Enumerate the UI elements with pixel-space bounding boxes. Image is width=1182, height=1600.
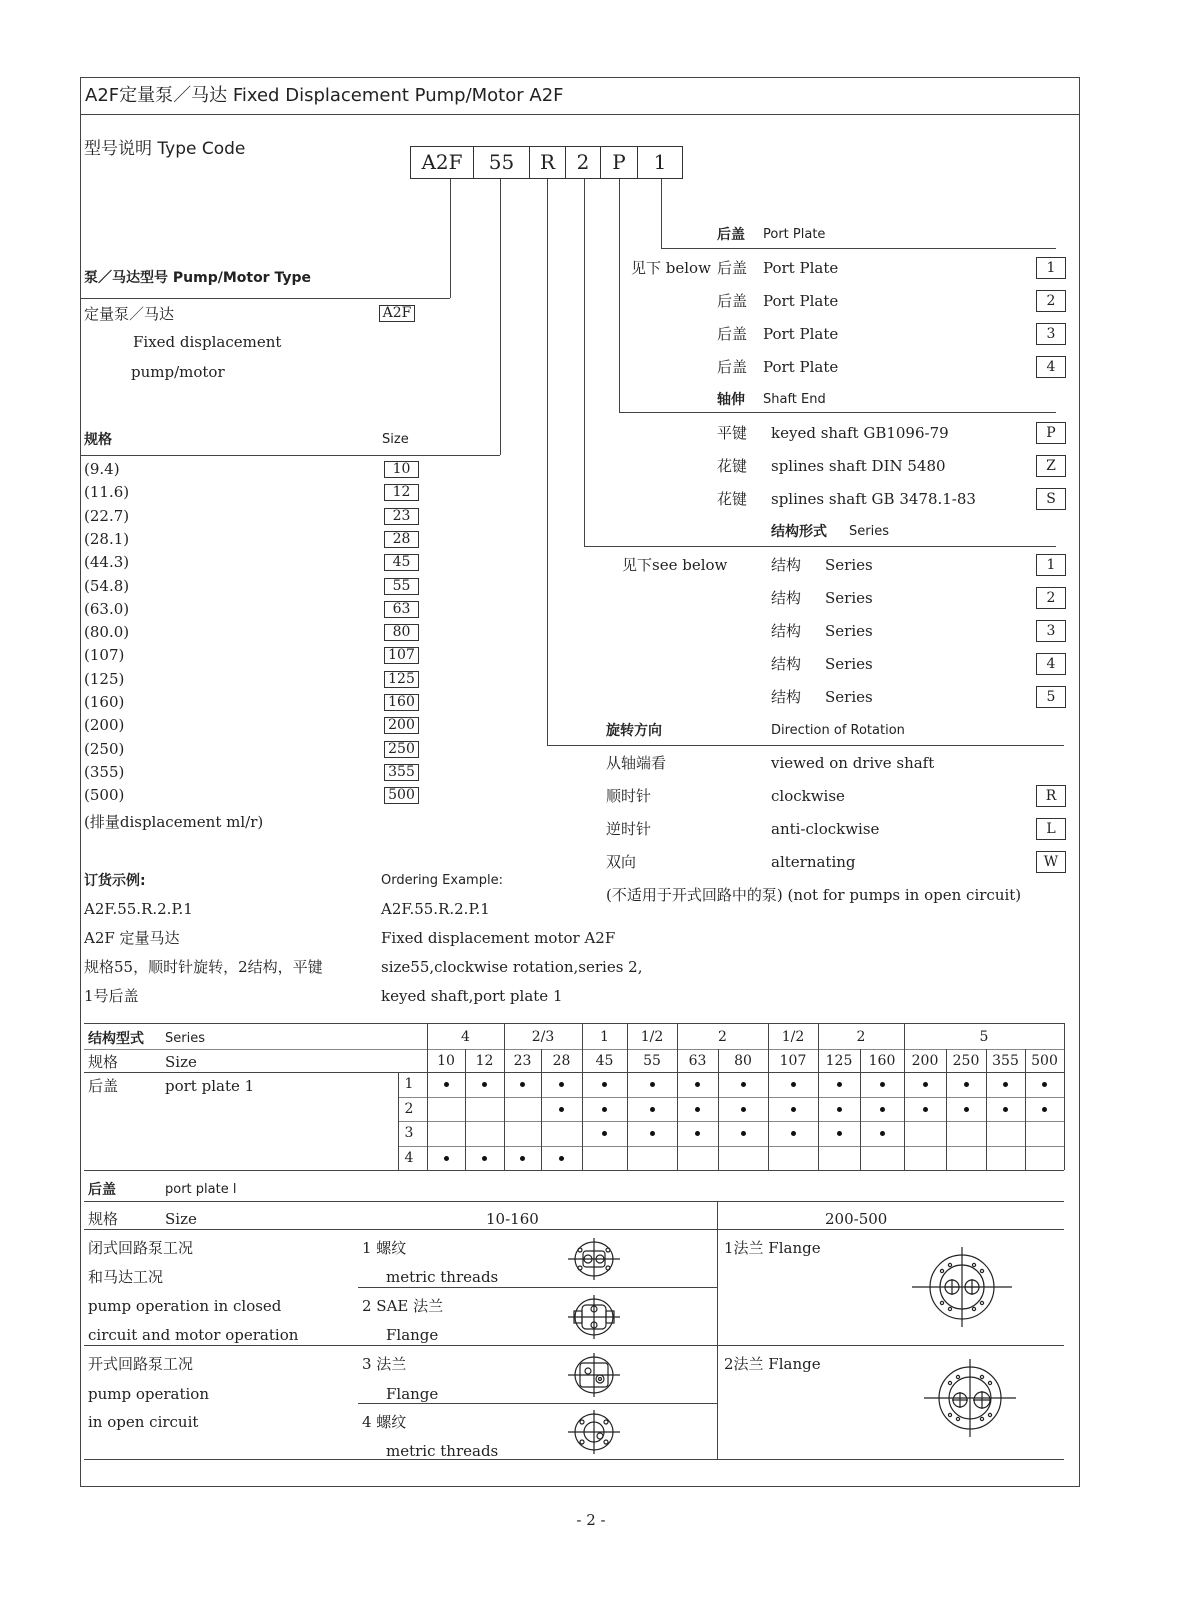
size-displacement: (160) (84, 693, 125, 711)
series-heading-cn: 结构形式 (771, 524, 827, 540)
series-item-cn: 结构 (771, 688, 802, 706)
large-port-plate-1-drawing (910, 1245, 1014, 1329)
matrix-size-col: 200 (911, 1053, 939, 1069)
port-plate-heading-cn: 后盖 (717, 227, 745, 243)
matrix-plate-en: port plate 1 (165, 1077, 255, 1095)
small-plate-sub: Flange (386, 1326, 439, 1344)
size-displacement: (80.0) (84, 623, 130, 642)
rotation-code-box: R (1036, 785, 1066, 807)
type-code-cell-plate: 1 (637, 146, 683, 179)
order-cn-line: 1号后盖 (84, 987, 139, 1005)
order-cn-line: A2F 定量马达 (84, 929, 180, 947)
shaft-code-box: S (1036, 488, 1066, 510)
rotation-note: (不适用于开式回路中的泵) (not for pumps in open circuit) (606, 886, 1022, 904)
matrix-series-group: 1/2 (781, 1029, 805, 1045)
series-heading-en: Series (849, 524, 889, 539)
matrix-size-col: 160 (868, 1053, 896, 1069)
order-en-line: keyed shaft,port plate 1 (381, 987, 563, 1005)
series-item-en: Series (825, 655, 873, 673)
matrix-availability-dot (1042, 1082, 1047, 1087)
matrix-availability-dot (923, 1082, 928, 1087)
order-heading-en: Ordering Example: (381, 873, 503, 888)
shaft-heading-cn: 轴伸 (717, 392, 745, 408)
size-displacement: (11.6) (84, 483, 130, 502)
matrix-availability-dot (964, 1082, 969, 1087)
large-plate-label: 2法兰 Flange (724, 1355, 821, 1373)
small-plate-label: 3 法兰 (362, 1355, 407, 1373)
size-code-box: 10 (384, 461, 419, 478)
type-code-cell-shaft: P (600, 146, 638, 179)
size-displacement: (28.1) (84, 529, 130, 548)
port-plate-code-box: 1 (1036, 257, 1066, 279)
pump-type-heading: 泵／马达型号 Pump/Motor Type (84, 270, 311, 286)
shaft-item-cn: 花键 (717, 457, 748, 475)
matrix-series-group: 1 (600, 1029, 609, 1045)
size-displacement: (9.4) (84, 460, 120, 478)
plates-range-large: 200-500 (825, 1210, 888, 1228)
matrix-series-en: Series (165, 1031, 205, 1046)
pump-type-line2: Fixed displacement (133, 333, 282, 351)
rotation-code-box: L (1036, 818, 1066, 840)
open-circuit-line: pump operation (88, 1385, 209, 1403)
rotation-heading-cn: 旋转方向 (606, 723, 662, 739)
size-code-box: 63 (384, 601, 419, 618)
size-code-box: 125 (384, 671, 419, 688)
series-item-cn: 结构 (771, 655, 802, 673)
matrix-availability-dot (923, 1107, 928, 1112)
order-cn-line: 规格55，顺时针旋转，2结构，平键 (84, 958, 323, 976)
size-code-box: 500 (384, 787, 419, 804)
plates-heading-cn: 后盖 (88, 1182, 116, 1198)
matrix-availability-dot (482, 1156, 487, 1161)
matrix-availability-dot (1003, 1107, 1008, 1112)
size-displacement: (200) (84, 716, 125, 735)
series-item-en: Series (825, 622, 873, 640)
port-plate-4-drawing (566, 1408, 622, 1456)
small-plate-label: 4 螺纹 (362, 1413, 407, 1431)
open-circuit-line: in open circuit (88, 1413, 199, 1431)
series-code-box: 2 (1036, 587, 1066, 609)
matrix-size-col: 107 (779, 1053, 807, 1069)
shaft-item-en: splines shaft DIN 5480 (771, 457, 946, 475)
matrix-plate-row: 2 (404, 1101, 414, 1117)
rotation-item-cn: 逆时针 (606, 820, 652, 838)
size-displacement: (63.0) (84, 599, 130, 618)
matrix-availability-dot (695, 1082, 700, 1087)
port-plate-item-cn: 后盖 (717, 325, 748, 343)
size-code-box: 250 (384, 741, 419, 758)
matrix-series-cn: 结构型式 (88, 1031, 144, 1047)
matrix-plate-cn: 后盖 (88, 1077, 119, 1095)
matrix-size-col: 28 (552, 1053, 571, 1069)
matrix-size-col: 45 (595, 1053, 614, 1069)
shaft-heading-en: Shaft End (763, 392, 826, 407)
matrix-series-group: 2/3 (531, 1029, 555, 1045)
pump-type-line3: pump/motor (131, 363, 225, 381)
type-code-cell-a2f: A2F (410, 146, 474, 179)
type-code-cell-rotation: R (529, 146, 566, 179)
matrix-availability-dot (695, 1107, 700, 1112)
type-code-label: 型号说明 Type Code (84, 139, 246, 159)
plates-heading-en: port plate l (165, 1182, 237, 1197)
matrix-availability-dot (741, 1082, 746, 1087)
matrix-availability-dot (791, 1082, 796, 1087)
size-displacement: (107) (84, 646, 125, 665)
rotation-item-cn: 双向 (606, 853, 637, 871)
pump-type-line1: 定量泵／马达 (84, 305, 175, 323)
matrix-availability-dot (1003, 1082, 1008, 1087)
port-plate-item-cn: 后盖 (717, 259, 748, 277)
port-plate-item-cn: 后盖 (717, 358, 748, 376)
size-note: (排量displacement ml/r) (84, 813, 264, 831)
matrix-availability-dot (559, 1082, 564, 1087)
rotation-item-en: anti-clockwise (771, 820, 880, 838)
plates-range-small: 10-160 (486, 1210, 539, 1228)
port-plate-see-below: 见下 below (631, 259, 711, 277)
matrix-availability-dot (602, 1107, 607, 1112)
size-code-box: 55 (384, 578, 419, 595)
pump-type-code-box: A2F (379, 305, 415, 322)
series-code-box: 4 (1036, 653, 1066, 675)
type-code-cell-size: 55 (473, 146, 530, 179)
matrix-series-group: 2 (856, 1029, 866, 1045)
matrix-series-group: 1/2 (640, 1029, 664, 1045)
matrix-availability-dot (602, 1082, 607, 1087)
small-plate-sub: metric threads (386, 1442, 499, 1460)
size-displacement: (54.8) (84, 576, 130, 595)
matrix-availability-dot (791, 1131, 796, 1136)
port-plate-item-cn: 后盖 (717, 292, 748, 310)
size-displacement: (44.3) (84, 553, 130, 572)
small-plate-sub: Flange (386, 1385, 439, 1403)
size-code-box: 107 (384, 647, 419, 664)
order-cn-line: A2F.55.R.2.P.1 (84, 900, 193, 918)
matrix-availability-dot (837, 1107, 842, 1112)
series-code-box: 1 (1036, 554, 1066, 576)
large-port-plate-2-drawing (922, 1357, 1018, 1439)
matrix-plate-row: 3 (404, 1125, 414, 1141)
rotation-item-en: clockwise (771, 787, 845, 805)
matrix-availability-dot (1042, 1107, 1047, 1112)
series-item-en: Series (825, 556, 873, 574)
matrix-size-col: 23 (513, 1053, 532, 1069)
shaft-item-cn: 花键 (717, 490, 748, 508)
matrix-availability-dot (559, 1107, 564, 1112)
shaft-item-en: keyed shaft GB1096-79 (771, 424, 949, 442)
shaft-item-en: splines shaft GB 3478.1-83 (771, 490, 976, 508)
matrix-size-col: 500 (1031, 1053, 1058, 1069)
matrix-availability-dot (791, 1107, 796, 1112)
port-plate-code-box: 4 (1036, 356, 1066, 378)
shaft-code-box: Z (1036, 455, 1066, 477)
size-code-box: 80 (384, 624, 419, 641)
port-plate-heading-en: Port Plate (763, 227, 826, 242)
order-en-line: A2F.55.R.2.P.1 (381, 900, 490, 918)
port-plate-2-drawing (566, 1293, 622, 1341)
closed-circuit-line: circuit and motor operation (88, 1326, 299, 1344)
matrix-availability-dot (837, 1082, 842, 1087)
rotation-viewed-cn: 从轴端看 (606, 754, 667, 772)
matrix-availability-dot (695, 1131, 700, 1136)
matrix-availability-dot (964, 1107, 969, 1112)
matrix-availability-dot (650, 1131, 655, 1136)
page-number: - 2 - (576, 1511, 606, 1529)
closed-circuit-line: 闭式回路泵工况 (88, 1239, 194, 1257)
matrix-size-col: 80 (734, 1053, 752, 1069)
matrix-availability-dot (650, 1082, 655, 1087)
matrix-size-col: 63 (688, 1053, 707, 1069)
matrix-availability-dot (741, 1131, 746, 1136)
matrix-availability-dot (482, 1082, 487, 1087)
size-code-box: 28 (384, 531, 419, 548)
small-plate-label: 2 SAE 法兰 (362, 1297, 444, 1315)
series-item-en: Series (825, 589, 873, 607)
type-code-cell-series: 2 (565, 146, 601, 179)
rotation-viewed-en: viewed on drive shaft (771, 754, 935, 772)
port-plate-1-drawing (566, 1236, 622, 1282)
series-item-cn: 结构 (771, 556, 802, 574)
size-code-box: 12 (384, 484, 419, 501)
size-code-box: 23 (384, 508, 419, 525)
size-displacement: (500) (84, 786, 125, 805)
port-plate-3-drawing (566, 1351, 622, 1399)
matrix-availability-dot (559, 1156, 564, 1161)
order-en-line: Fixed displacement motor A2F (381, 929, 616, 947)
matrix-series-group: 5 (979, 1029, 989, 1045)
size-heading-cn: 规格 (84, 432, 112, 448)
matrix-plate-row: 4 (404, 1150, 414, 1166)
matrix-availability-dot (880, 1107, 885, 1112)
small-plate-sub: metric threads (386, 1268, 499, 1286)
open-circuit-line: 开式回路泵工况 (88, 1355, 194, 1373)
closed-circuit-line: pump operation in closed (88, 1297, 282, 1315)
plates-size-cn: 规格 (88, 1210, 119, 1228)
shaft-item-cn: 平键 (717, 424, 748, 442)
large-plate-label: 1法兰 Flange (724, 1239, 821, 1257)
matrix-size-cn: 规格 (88, 1053, 119, 1071)
port-plate-item-en: Port Plate (763, 325, 839, 343)
port-plate-item-en: Port Plate (763, 358, 839, 376)
matrix-availability-dot (520, 1156, 525, 1161)
rotation-item-cn: 顺时针 (606, 787, 652, 805)
matrix-size-col: 10 (437, 1053, 455, 1069)
size-displacement: (355) (84, 762, 125, 781)
matrix-availability-dot (520, 1082, 525, 1087)
port-plate-item-en: Port Plate (763, 292, 839, 310)
size-code-box: 45 (384, 554, 419, 571)
small-plate-label: 1 螺纹 (362, 1239, 407, 1257)
matrix-availability-dot (880, 1082, 885, 1087)
rotation-item-en: alternating (771, 853, 856, 871)
closed-circuit-line: 和马达工况 (88, 1268, 164, 1286)
port-plate-code-box: 3 (1036, 323, 1066, 345)
port-plate-item-en: Port Plate (763, 259, 839, 277)
size-displacement: (22.7) (84, 506, 130, 525)
order-en-line: size55,clockwise rotation,series 2, (381, 958, 643, 976)
matrix-size-col: 125 (825, 1053, 853, 1069)
matrix-size-col: 55 (643, 1053, 661, 1069)
shaft-code-box: P (1036, 422, 1066, 444)
order-heading-cn: 订货示例: (84, 873, 146, 889)
matrix-availability-dot (602, 1131, 607, 1136)
series-code-box: 5 (1036, 686, 1066, 708)
series-item-cn: 结构 (771, 622, 802, 640)
matrix-availability-dot (837, 1131, 842, 1136)
matrix-size-col: 355 (992, 1053, 1019, 1069)
plates-size-en: Size (165, 1210, 197, 1228)
size-code-box: 355 (384, 764, 419, 781)
series-see-below: 见下see below (622, 556, 728, 574)
matrix-series-group: 4 (461, 1029, 470, 1045)
matrix-series-group: 2 (718, 1029, 727, 1045)
size-code-box: 200 (384, 717, 419, 734)
series-code-box: 3 (1036, 620, 1066, 642)
rotation-heading-en: Direction of Rotation (771, 723, 905, 738)
matrix-size-en: Size (165, 1053, 197, 1071)
size-code-box: 160 (384, 694, 419, 711)
matrix-availability-dot (741, 1107, 746, 1112)
rotation-code-box: W (1036, 851, 1066, 873)
size-heading-en: Size (382, 432, 409, 447)
series-item-en: Series (825, 688, 873, 706)
matrix-size-col: 12 (475, 1053, 494, 1069)
matrix-plate-row: 1 (404, 1076, 414, 1092)
matrix-size-col: 250 (952, 1053, 980, 1069)
matrix-availability-dot (650, 1107, 655, 1112)
matrix-availability-dot (880, 1131, 885, 1136)
size-displacement: (250) (84, 739, 125, 758)
matrix-availability-dot (444, 1082, 449, 1087)
size-displacement: (125) (84, 669, 125, 688)
series-item-cn: 结构 (771, 589, 802, 607)
port-plate-code-box: 2 (1036, 290, 1066, 312)
matrix-availability-dot (444, 1156, 449, 1161)
page-title: A2F定量泵／马达 Fixed Displacement Pump/Motor A2F (85, 85, 564, 106)
